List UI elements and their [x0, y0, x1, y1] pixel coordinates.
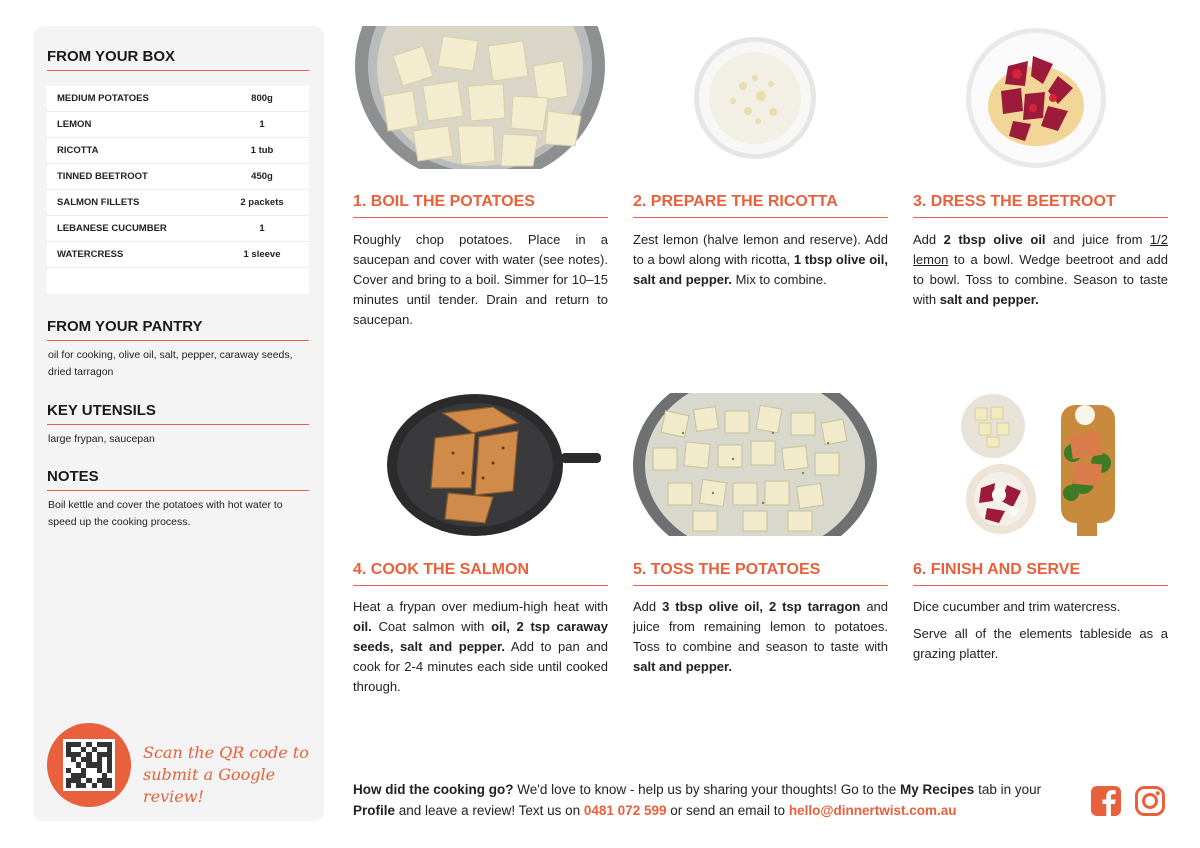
ingredient-qty: 1 [259, 223, 265, 234]
step-3-title: 3. DRESS THE BEETROOT [913, 193, 1168, 218]
beetroot-bowl-photo [913, 26, 1168, 169]
qr-badge [47, 723, 131, 807]
key-utensils-heading: KEY UTENSILS [47, 402, 309, 425]
scan-qr-text: Scan the QR code to submit a Google review! [143, 743, 309, 806]
footer-text-1: We'd love to know - help us by sharing your thoughts! Go to the [513, 782, 901, 797]
facebook-icon[interactable] [1090, 785, 1122, 817]
ingredient-row [47, 112, 309, 138]
grazing-platter-photo [913, 393, 1168, 536]
utensils-text: large frypan, saucepan [48, 433, 155, 445]
notes-heading: NOTES [47, 468, 309, 491]
step-4-body: Heat a frypan over medium-high heat with oil. Coat salmon with oil, 2 tsp caraway seeds, salt and pepper. Add to pan and cook for 2-4 minutes each side until cooked through. [353, 599, 608, 694]
footer-lead: How did the cooking go? [353, 782, 514, 797]
notes-text: Boil kettle and cover the potatoes with hot water to speed up the cooking process. [48, 499, 283, 528]
ingredient-name: LEBANESE CUCUMBER [57, 223, 167, 234]
ingredient-qty: 1 tub [250, 145, 274, 156]
instagram-icon[interactable] [1134, 785, 1166, 817]
ingredients-table [47, 86, 309, 294]
ingredient-qty: 450g [251, 171, 273, 182]
footer-text-2: tab in your [974, 782, 1042, 797]
ingredient-name: MEDIUM POTATOES [57, 93, 149, 104]
pantry-text: oil for cooking, olive oil, salt, pepper, caraway seeds, dried tarragon [48, 349, 293, 378]
ingredient-name: SALMON FILLETS [57, 197, 140, 208]
ingredient-name: TINNED BEETROOT [57, 171, 148, 182]
ricotta-bowl-photo [633, 26, 888, 169]
review-prompt [353, 779, 1073, 821]
step-2-body: Zest lemon (halve lemon and reserve). Add to a bowl along with ricotta, 1 tbsp olive oil, salt and pepper. Mix to combine. [633, 232, 888, 287]
ingredient-qty: 2 packets [240, 197, 284, 208]
ingredient-qty: 1 [259, 119, 265, 130]
my-recipes-link[interactable]: My Recipes [900, 782, 975, 797]
ingredient-row [47, 86, 309, 112]
step-5-body: Add 3 tbsp olive oil, 2 tsp tarragon and juice from remaining lemon to potatoes. Toss to combine and season to taste with salt and pepper. [633, 599, 889, 674]
ingredient-row [47, 216, 309, 242]
ingredient-row [47, 242, 309, 268]
ingredient-qty: 1 sleeve [243, 249, 281, 260]
step-2-title: 2. PREPARE THE RICOTTA [633, 193, 888, 218]
step-1-title: 1. BOIL THE POTATOES [353, 193, 608, 218]
qr-code-icon[interactable] [63, 739, 115, 791]
ingredient-qty: 800g [251, 93, 273, 104]
step-4-title: 4. COOK THE SALMON [353, 561, 608, 586]
step-3-body: Add 2 tbsp olive oil and juice from 1/2 lemon to a bowl. Wedge beetroot and add to bowl. Toss to combine. Season to taste with salt and pepper. [913, 232, 1168, 307]
from-your-pantry-heading: FROM YOUR PANTRY [47, 318, 309, 341]
footer-text-4: or send an email to [666, 803, 789, 818]
email-link[interactable]: hello@dinnertwist.com.au [788, 803, 957, 818]
ingredient-name: LEMON [57, 119, 92, 130]
step-5-title: 5. TOSS THE POTATOES [633, 561, 888, 586]
ingredient-row [47, 190, 309, 216]
from-your-box-heading: FROM YOUR BOX [47, 48, 309, 71]
step-6-title: 6. FINISH AND SERVE [913, 561, 1168, 586]
ingredient-row [47, 138, 309, 164]
profile-link[interactable]: Profile [353, 803, 396, 818]
phone-link[interactable]: 0481 072 599 [583, 803, 667, 818]
ingredient-name: RICOTTA [57, 145, 99, 156]
step-6-body: Dice cucumber and trim watercress. Serve all of the elements tableside as a grazing platter. [913, 599, 1168, 661]
salmon-frypan-photo [353, 393, 608, 536]
tossed-potatoes-photo [633, 393, 888, 536]
potatoes-in-saucepan-photo [353, 26, 608, 169]
footer-text-3: and leave a review! Text us on [395, 803, 584, 818]
ingredient-row [47, 164, 309, 190]
sidebar [33, 26, 324, 821]
ingredient-name: WATERCRESS [57, 249, 124, 260]
step-1-body: Roughly chop potatoes. Place in a saucepan and cover with water (see notes). Cover and bring to a boil. Simmer for 10–15 minutes until tender. Drain and return to saucepan. [353, 232, 608, 327]
